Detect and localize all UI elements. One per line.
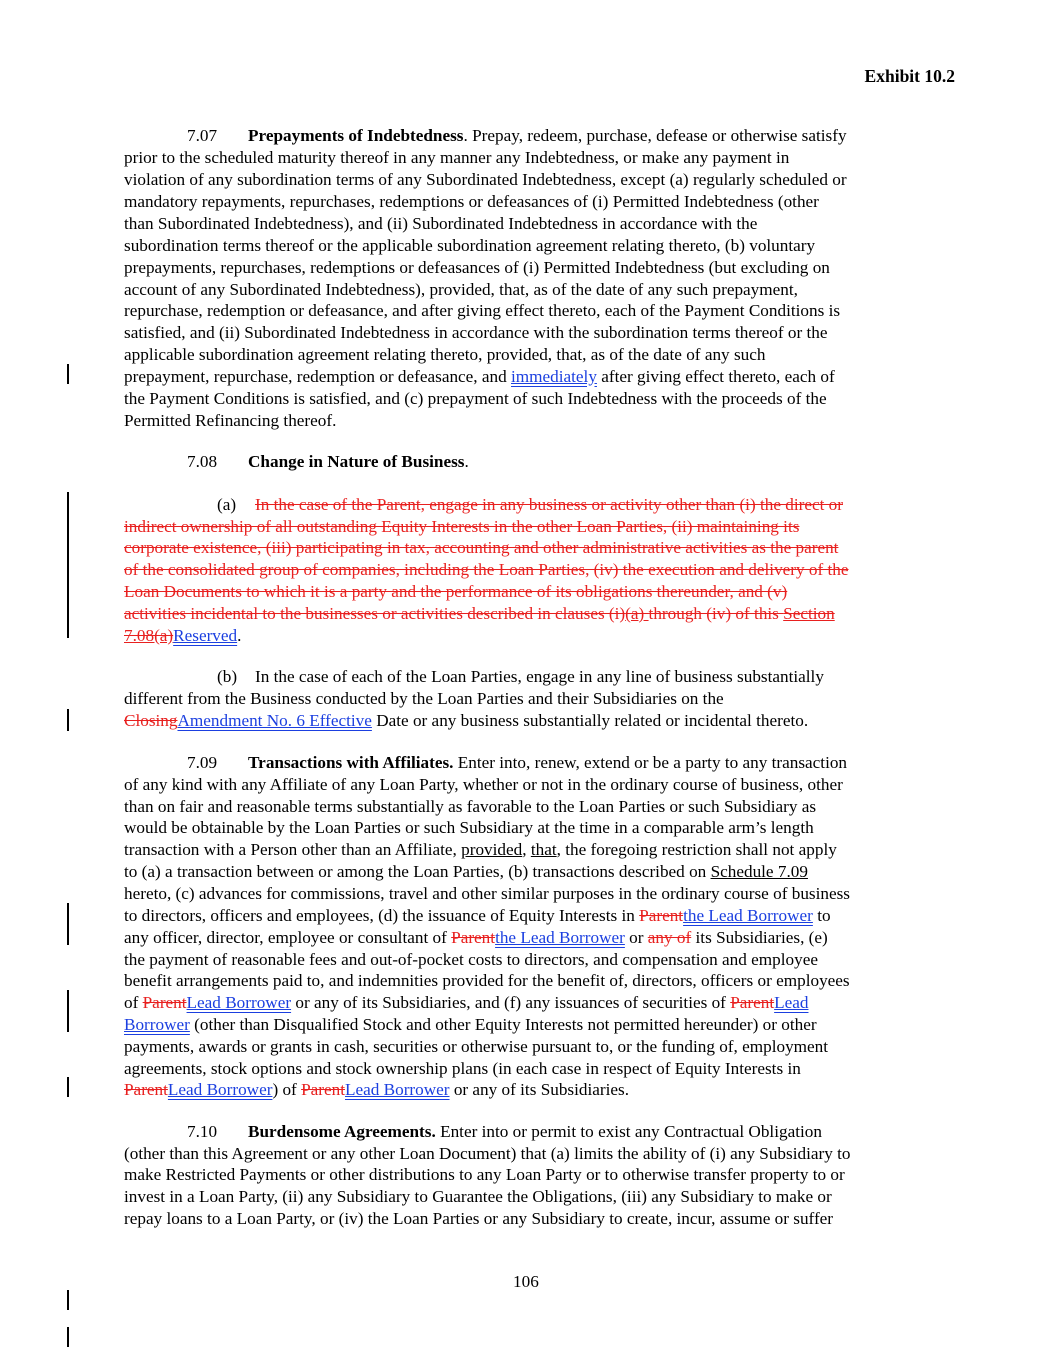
text-line: account of any Subordinated Indebtedness), provided, that, as of the date of any such prepayment, bbox=[124, 280, 798, 299]
text: any officer, director, employee or consultant of bbox=[124, 928, 452, 947]
text: , bbox=[522, 840, 531, 859]
text-line bbox=[124, 861, 808, 883]
text: . Prepay, redeem, purchase, defease or otherwise satisfy bbox=[463, 126, 847, 145]
section-heading-line bbox=[124, 752, 847, 774]
change-bar bbox=[67, 1290, 69, 1310]
text-line: the payment of reasonable fees and out-of-pocket costs to directors, and compensation and employee bbox=[124, 950, 818, 969]
text-line bbox=[124, 839, 837, 861]
text-line: repay loans to a Loan Party, or (iv) the Loan Parties or any Subsidiary to create, incur, assume or suffer bbox=[124, 1209, 834, 1228]
page-number: 106 bbox=[513, 1272, 539, 1291]
text-line bbox=[124, 1014, 817, 1036]
text: prepayment, repurchase, redemption or defeasance, and bbox=[124, 367, 512, 386]
text-line: than Subordinated Indebtedness), and (ii) Subordinated Indebtedness in accordance with the bbox=[124, 214, 758, 233]
text-line: satisfied, and (ii) Subordinated Indebtedness in accordance with the subordination terms thereof or the bbox=[124, 323, 828, 342]
deletion: In the case of the Parent, engage in any business or activity other than (i) the direct or bbox=[255, 495, 843, 514]
text-line bbox=[124, 710, 808, 732]
insertion: immediately bbox=[511, 367, 597, 386]
text-line bbox=[124, 666, 824, 688]
text-line: subordination terms thereof or the applicable subordination agreement relating thereto, (b) voluntary bbox=[124, 236, 816, 255]
text: Enter into, renew, extend or be a party to any transaction bbox=[453, 753, 848, 772]
section-heading-line bbox=[124, 125, 847, 147]
change-bar bbox=[67, 492, 69, 638]
text-line: prior to the scheduled maturity thereof in any manner any Indebtedness, or make any payment in bbox=[124, 148, 790, 167]
defined-term: provided bbox=[461, 840, 523, 859]
insertion: the Lead Borrower bbox=[495, 928, 625, 947]
deletion: (a) bbox=[625, 604, 649, 623]
section-title: Prepayments of Indebtedness bbox=[248, 126, 464, 145]
insertion: the Lead Borrower bbox=[683, 906, 813, 925]
deletion: Parent bbox=[124, 1080, 168, 1099]
insertion: Amendment No. 6 Effective bbox=[177, 711, 372, 730]
text-line: violation of any subordination terms of any Subordinated Indebtedness, except (a) regularly scheduled or bbox=[124, 170, 847, 189]
text: of bbox=[124, 993, 143, 1012]
text-line: would be obtainable by the Loan Parties or such Subsidiary at the time in a comparable arm’s length bbox=[124, 818, 814, 837]
change-bar bbox=[67, 1327, 69, 1347]
section-heading-line bbox=[124, 451, 469, 473]
text-line: of any kind with any Affiliate of any Loan Party, whether or not in the ordinary course of business, other bbox=[124, 775, 843, 794]
insertion: Lead Borrower bbox=[345, 1080, 450, 1099]
section-number: 7.07 bbox=[187, 126, 218, 145]
section-number: 7.09 bbox=[187, 753, 218, 772]
deletion: activities incidental to the businesses or activities described in clauses (i) bbox=[124, 604, 626, 623]
text-line: than on fair and reasonable terms substantially as favorable to the Loan Parties or such Subsidiary as bbox=[124, 797, 817, 816]
text-line bbox=[124, 905, 831, 927]
deletion: Parent bbox=[142, 993, 187, 1012]
text-line: Permitted Refinancing thereof. bbox=[124, 411, 337, 430]
deletion: 7.08(a) bbox=[124, 626, 174, 645]
text-line: the Payment Conditions is satisfied, and (c) prepayment of such Indebtedness with the proceeds of the bbox=[124, 389, 827, 408]
section-number: 7.10 bbox=[187, 1122, 218, 1141]
clause-label: (a) bbox=[217, 495, 237, 514]
defined-term: that bbox=[530, 840, 557, 859]
text: , the foregoing restriction shall not apply bbox=[556, 840, 837, 859]
insertion: Lead bbox=[774, 993, 809, 1012]
text-line bbox=[124, 603, 835, 625]
text: or bbox=[624, 928, 648, 947]
change-bar bbox=[67, 709, 69, 731]
change-bar bbox=[67, 903, 69, 945]
text-line: prepayments, repurchases, redemptions or defeasances of (i) Permitted Indebtedness (but excluding on bbox=[124, 258, 830, 277]
section-heading-line bbox=[124, 1121, 822, 1143]
deletion: through (iv) of this bbox=[648, 604, 784, 623]
exhibit-label: Exhibit 10.2 bbox=[864, 66, 955, 86]
insertion: Lead Borrower bbox=[186, 993, 292, 1012]
text: to (a) a transaction between or among the Loan Parties, (b) transactions described on bbox=[124, 862, 711, 881]
deletion: Parent bbox=[301, 1080, 345, 1099]
section-title: Burdensome Agreements. bbox=[248, 1122, 436, 1141]
text: transaction with a Person other than an Affiliate, bbox=[124, 840, 462, 859]
text-line: mandatory repayments, repurchases, redemptions or defeasances of (i) Permitted Indebtedness (other bbox=[124, 192, 819, 211]
text: Date or any business substantially related or incidental thereto. bbox=[371, 711, 809, 730]
text: to bbox=[812, 906, 831, 925]
text-line bbox=[124, 992, 808, 1014]
text: its Subsidiaries, (e) bbox=[691, 928, 828, 947]
deletion: Section bbox=[783, 604, 835, 623]
text: Enter into or permit to exist any Contractual Obligation bbox=[435, 1122, 822, 1141]
text: . bbox=[464, 452, 469, 471]
text: to directors, officers and employees, (d) the issuance of Equity Interests in bbox=[124, 906, 640, 925]
schedule-reference: Schedule 7.09 bbox=[710, 862, 808, 881]
section-title: Change in Nature of Business bbox=[248, 452, 465, 471]
change-bar bbox=[67, 364, 69, 384]
text: (other than Disqualified Stock and other Equity Interests not permitted hereunder) or other bbox=[189, 1015, 817, 1034]
deletion: Parent bbox=[451, 928, 496, 947]
insertion: Lead Borrower bbox=[167, 1080, 273, 1099]
section-title: Transactions with Affiliates. bbox=[248, 753, 454, 772]
text-line: payments, awards or grants in cash, securities or otherwise pursuant to, or the funding of, employment bbox=[124, 1037, 829, 1056]
text-line: invest in a Loan Party, (ii) any Subsidiary to Guarantee the Obligations, (iii) any Subsidiary to make or bbox=[124, 1187, 832, 1206]
clause-label: (b) bbox=[217, 667, 238, 686]
text-line: different from the Business conducted by the Loan Parties and their Subsidiaries on the bbox=[124, 689, 724, 708]
text: or any of its Subsidiaries, and (f) any issuances of securities of bbox=[291, 993, 731, 1012]
text-line: applicable subordination agreement relating thereto, provided, that, as of the date of any such bbox=[124, 345, 766, 364]
insertion: Reserved bbox=[173, 626, 238, 645]
text: ) of bbox=[272, 1080, 302, 1099]
text-line bbox=[124, 625, 241, 647]
text-line: make Restricted Payments or other distributions to any Loan Party or to otherwise transfer property to or bbox=[124, 1165, 845, 1184]
deletion-line: Loan Documents to which it is a party and the performance of its obligations thereunder, and (v) bbox=[124, 582, 788, 601]
deletion-line: of the consolidated group of companies, including the Loan Parties, (iv) the execution and delivery of the bbox=[124, 560, 849, 579]
deletion-line: indirect ownership of all outstanding Equity Interests in the other Loan Parties, (ii) maintaining its bbox=[124, 517, 800, 536]
deletion: Parent bbox=[730, 993, 775, 1012]
change-bar bbox=[67, 990, 69, 1032]
deletion-line: corporate existence, (iii) participating in tax, accounting and other administrative activities as the parent bbox=[124, 538, 839, 557]
section-number: 7.08 bbox=[187, 452, 218, 471]
text-line: hereto, (c) advances for commissions, travel and other similar purposes in the ordinary course of business bbox=[124, 884, 850, 903]
change-bar bbox=[67, 1077, 69, 1097]
text-line: benefit arrangements paid to, and indemnities provided for the benefit of, directors, officers or employees bbox=[124, 971, 850, 990]
deletion: Closing bbox=[124, 711, 178, 730]
deletion: any of bbox=[647, 928, 692, 947]
text: . bbox=[237, 626, 242, 645]
text-line bbox=[124, 494, 843, 516]
text-line: (other than this Agreement or any other Loan Document) that (a) limits the ability of (i) any Subsidiary to bbox=[124, 1144, 851, 1163]
text-line bbox=[124, 1079, 629, 1101]
deletion: Parent bbox=[639, 906, 684, 925]
insertion: Borrower bbox=[124, 1015, 190, 1034]
text: In the case of each of the Loan Parties, engage in any line of business substantially bbox=[255, 667, 824, 686]
text: after giving effect thereto, each of bbox=[596, 367, 835, 386]
text-line: repurchase, redemption or defeasance, and after giving effect thereto, each of the Payment Conditions is bbox=[124, 301, 841, 320]
text-line: agreements, stock options and stock ownership plans (in each case in respect of Equity Interests in bbox=[124, 1059, 801, 1078]
text: or any of its Subsidiaries. bbox=[449, 1080, 630, 1099]
text-line bbox=[124, 366, 835, 388]
text-line bbox=[124, 927, 828, 949]
